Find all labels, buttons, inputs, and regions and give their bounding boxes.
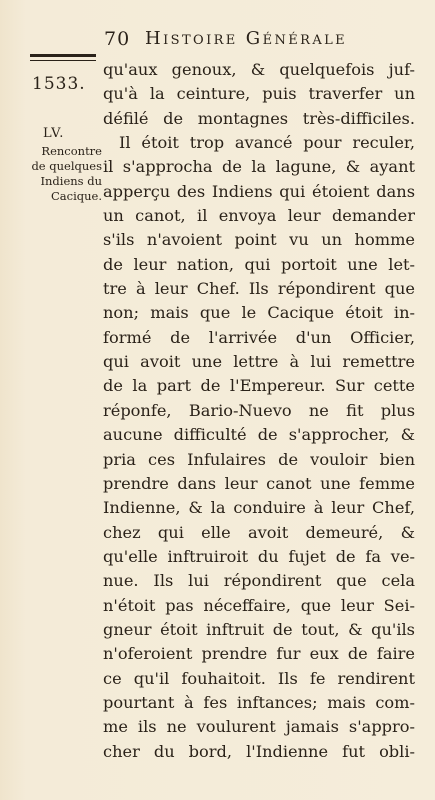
running-head: Histoire Générale xyxy=(145,28,348,49)
text-line: cher du bord, l'Indienne fut obli- xyxy=(103,741,415,761)
header-rule-thin xyxy=(30,60,96,61)
text-line: de leur nation, qui portoit une let- xyxy=(103,254,415,274)
header-rule-thick xyxy=(30,54,96,57)
text-line: chez qui elle avoit demeuré, & xyxy=(103,522,415,542)
text-line: ce qu'il fouhaitoit. Ils fe rendirent xyxy=(103,668,415,688)
text-line: il s'approcha de la lagune, & ayant xyxy=(103,157,415,177)
side-note-line: Cacique. xyxy=(50,189,102,203)
text-line: tre à leur Chef. Ils répondirent que xyxy=(103,279,415,299)
text-line: défilé de montagnes très-difficiles. xyxy=(103,108,415,128)
text-line: prendre dans leur canot une femme xyxy=(103,473,415,493)
text-line: aucune difficulté de s'approcher, & xyxy=(103,425,415,445)
text-line: me ils ne voulurent jamais s'appro- xyxy=(103,717,415,737)
text-line: formé de l'arrivée d'un Officier, xyxy=(103,327,415,347)
text-line: un canot, il envoya leur demander xyxy=(103,206,415,226)
page-number: 70 xyxy=(104,28,131,50)
text-line: qu'aux genoux, & quelquefois juf- xyxy=(103,60,415,79)
side-note xyxy=(18,144,102,204)
side-note-line: Indiens du xyxy=(40,174,102,188)
text-line: Indienne, & la conduire à leur Chef, xyxy=(103,498,415,518)
text-line: n'étoit pas néceffaire, que leur Sei- xyxy=(103,595,415,615)
text-line: gneur étoit inftruit de tout, & qu'ils xyxy=(103,619,415,639)
text-line: de la part de l'Empereur. Sur cette xyxy=(103,376,415,396)
body-text xyxy=(103,58,415,764)
text-line: réponfe, Bario-Nuevo ne fit plus xyxy=(103,400,415,420)
text-line: qu'à la ceinture, puis traverfer un xyxy=(103,84,415,104)
side-note-line: Rencontre xyxy=(41,144,102,158)
text-line: qui avoit une lettre à lui remettre xyxy=(103,352,415,372)
section-number: LV. xyxy=(43,126,65,141)
text-line: qu'elle inftruiroit du fujet de fa ve- xyxy=(103,546,415,566)
text-line: non; mais que le Cacique étoit in- xyxy=(103,303,415,323)
text-line: nue. Ils lui répondirent que cela xyxy=(103,571,415,591)
text-line: apperçu des Indiens qui étoient dans xyxy=(103,181,415,201)
text-line: n'oferoient prendre fur eux de faire xyxy=(103,644,415,664)
side-note-line: de quelques xyxy=(31,159,102,173)
text-line: pourtant à fes inftances; mais com- xyxy=(103,692,415,712)
text-line: s'ils n'avoient point vu un homme xyxy=(103,230,415,250)
text-line: Il étoit trop avancé pour reculer, xyxy=(119,133,415,153)
margin-year: 1533. xyxy=(32,74,86,94)
text-line: pria ces Infulaires de vouloir bien xyxy=(103,449,415,469)
